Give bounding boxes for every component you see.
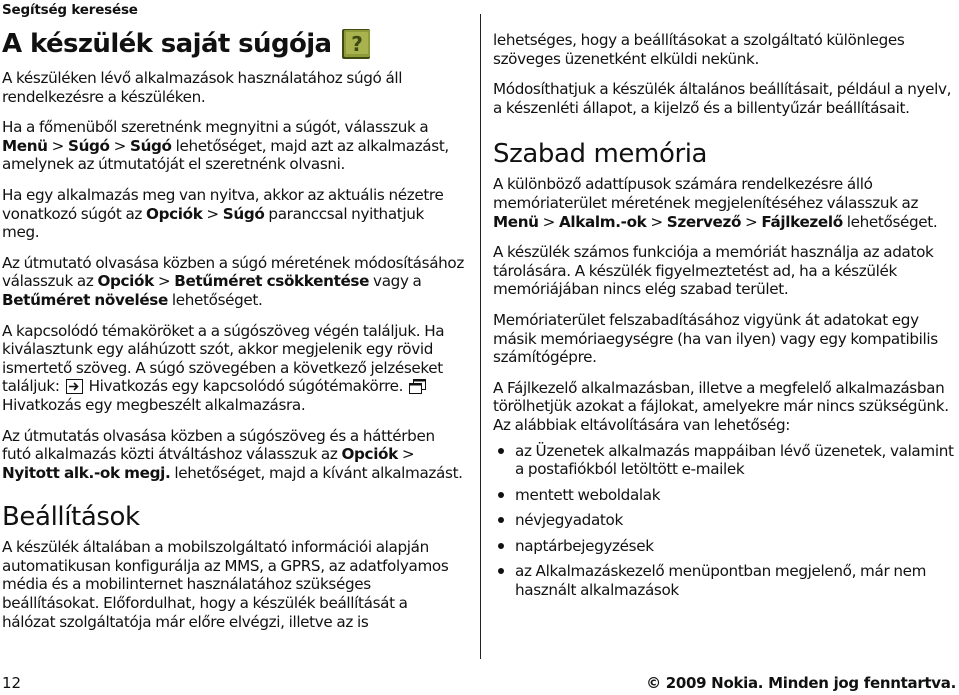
copyright-notice: © 2009 Nokia. Minden jog fenntartva. (646, 674, 956, 692)
svg-text:?: ? (351, 32, 364, 56)
paragraph-file-manager: A Fájlkezelő alkalmazásban, illetve a megfelelő alkalmazásban törölhetjük azokat a fájlokat, amelyekre már nincs szükségünk. Az alábbiak eltávolítására van lehetőség: (493, 378, 949, 434)
section-kicker: Segítség keresése (2, 2, 138, 18)
paragraph-free-up-memory: Memóriaterület felszabadításához vigyünk át adatokat egy másik memóriaegységre (ha van ilyen) vagy egy kompatibilis számítógépre. (493, 310, 938, 367)
left-column (2, 0, 464, 631)
help-book-icon (340, 27, 374, 61)
list-item: naptárbejegyzések (493, 537, 959, 556)
paragraph-settings: A készülék általában a mobilszolgáltató információi alapján automatikusan konfigurálja az MMS, a GPRS, az adatfolyamos média és a mobilinternet használatához szükséges beállításokat. Előfordulhat, hogy a készülék beállítását a hálózat szolgáltatója már előre elvégzi, illetve az is (2, 538, 449, 631)
intro-paragraph: A készüléken lévő alkalmazások használatához súgó áll rendelkezésre a készüléken. (2, 69, 403, 106)
list-item: az Üzenetek alkalmazás mappáiban lévő üzenetek, valamint a postafiókból letöltött e-mailek (493, 442, 959, 479)
removable-items-list (493, 442, 959, 600)
section-heading-free-memory: Szabad memória (493, 139, 708, 170)
paragraph-open-help: Ha a főmenüből szeretnénk megnyitni a súgót, válasszuk a Menü > Súgó > Súgó lehetőséget, majd azt az alkalmazást, amelynek az útmutatóját el szeretnénk olvasni. (2, 118, 449, 174)
paragraph-switch-apps: Az útmutatás olvasása közben a súgószöveg és a háttérben futó alkalmazás közti átváltáshoz válasszuk az Opciók > Nyitott alk.-ok megj. lehetőséget, majd a kívánt alkalmazást. (2, 426, 463, 482)
right-column (493, 31, 959, 600)
list-item: az Alkalmazáskezelő menüpontban megjelenő, már nem használt alkalmazások (493, 562, 959, 599)
paragraph-context-help: Ha egy alkalmazás meg van nyitva, akkor az aktuális nézetre vonatkozó súgót az Opciók > Súgó paranccsal nyithatjuk meg. (2, 185, 444, 242)
list-item: névjegyadatok (493, 511, 959, 530)
paragraph-related-topics: A kapcsolódó témaköröket a a súgószöveg végén találjuk. Ha kiválasztunk egy aláhúzott szót, akkor megjelenik egy rövid ismertető szöveg. A súgó szövegében a következő jelzéseket találjuk: Hivatkozás egy kapcsolódó súgótémakörre. Hivatkozás egy megbeszélt alkalmazásra. (2, 321, 445, 414)
paragraph-font-size: Az útmutató olvasása közben a súgó méretének módosításához válasszuk az Opciók > Betűméret csökkentése vagy a Betűméret növelése lehetőséget. (2, 253, 464, 309)
column-divider (480, 14, 481, 659)
paragraph-general-settings: Módosíthatjuk a készülék általános beállításait, például a nyelv, a készenléti állapot, a kijelző és a billentyűzár beállításait. (493, 80, 952, 117)
paragraph-memory-usage: A készülék számos funkciója a memóriát használja az adatok tárolására. A készülék figyelmeztetést ad, ha a készülék memóriájában nincs elég szabad terület. (493, 243, 934, 299)
linked-app-windows-icon (409, 379, 426, 394)
page-title: A készülék saját súgója (2, 29, 332, 59)
section-heading-settings: Beállítások (2, 502, 140, 533)
list-item: mentett weboldalak (493, 486, 959, 505)
title-row (2, 27, 464, 61)
paragraph-settings-continued: lehetséges, hogy a beállításokat a szolgáltató különleges szöveges üzenetként elküldi nekünk. (493, 31, 905, 68)
paragraph-memory-view: A különböző adattípusok számára rendelkezésre álló memóriaterület méretének megjelenítéséhez válasszuk az Menü > Alkalm.-ok > Szervező > Fájlkezelő lehetőséget. (493, 175, 938, 231)
page-number: 12 (2, 674, 22, 692)
related-topic-arrow-icon (66, 379, 83, 394)
